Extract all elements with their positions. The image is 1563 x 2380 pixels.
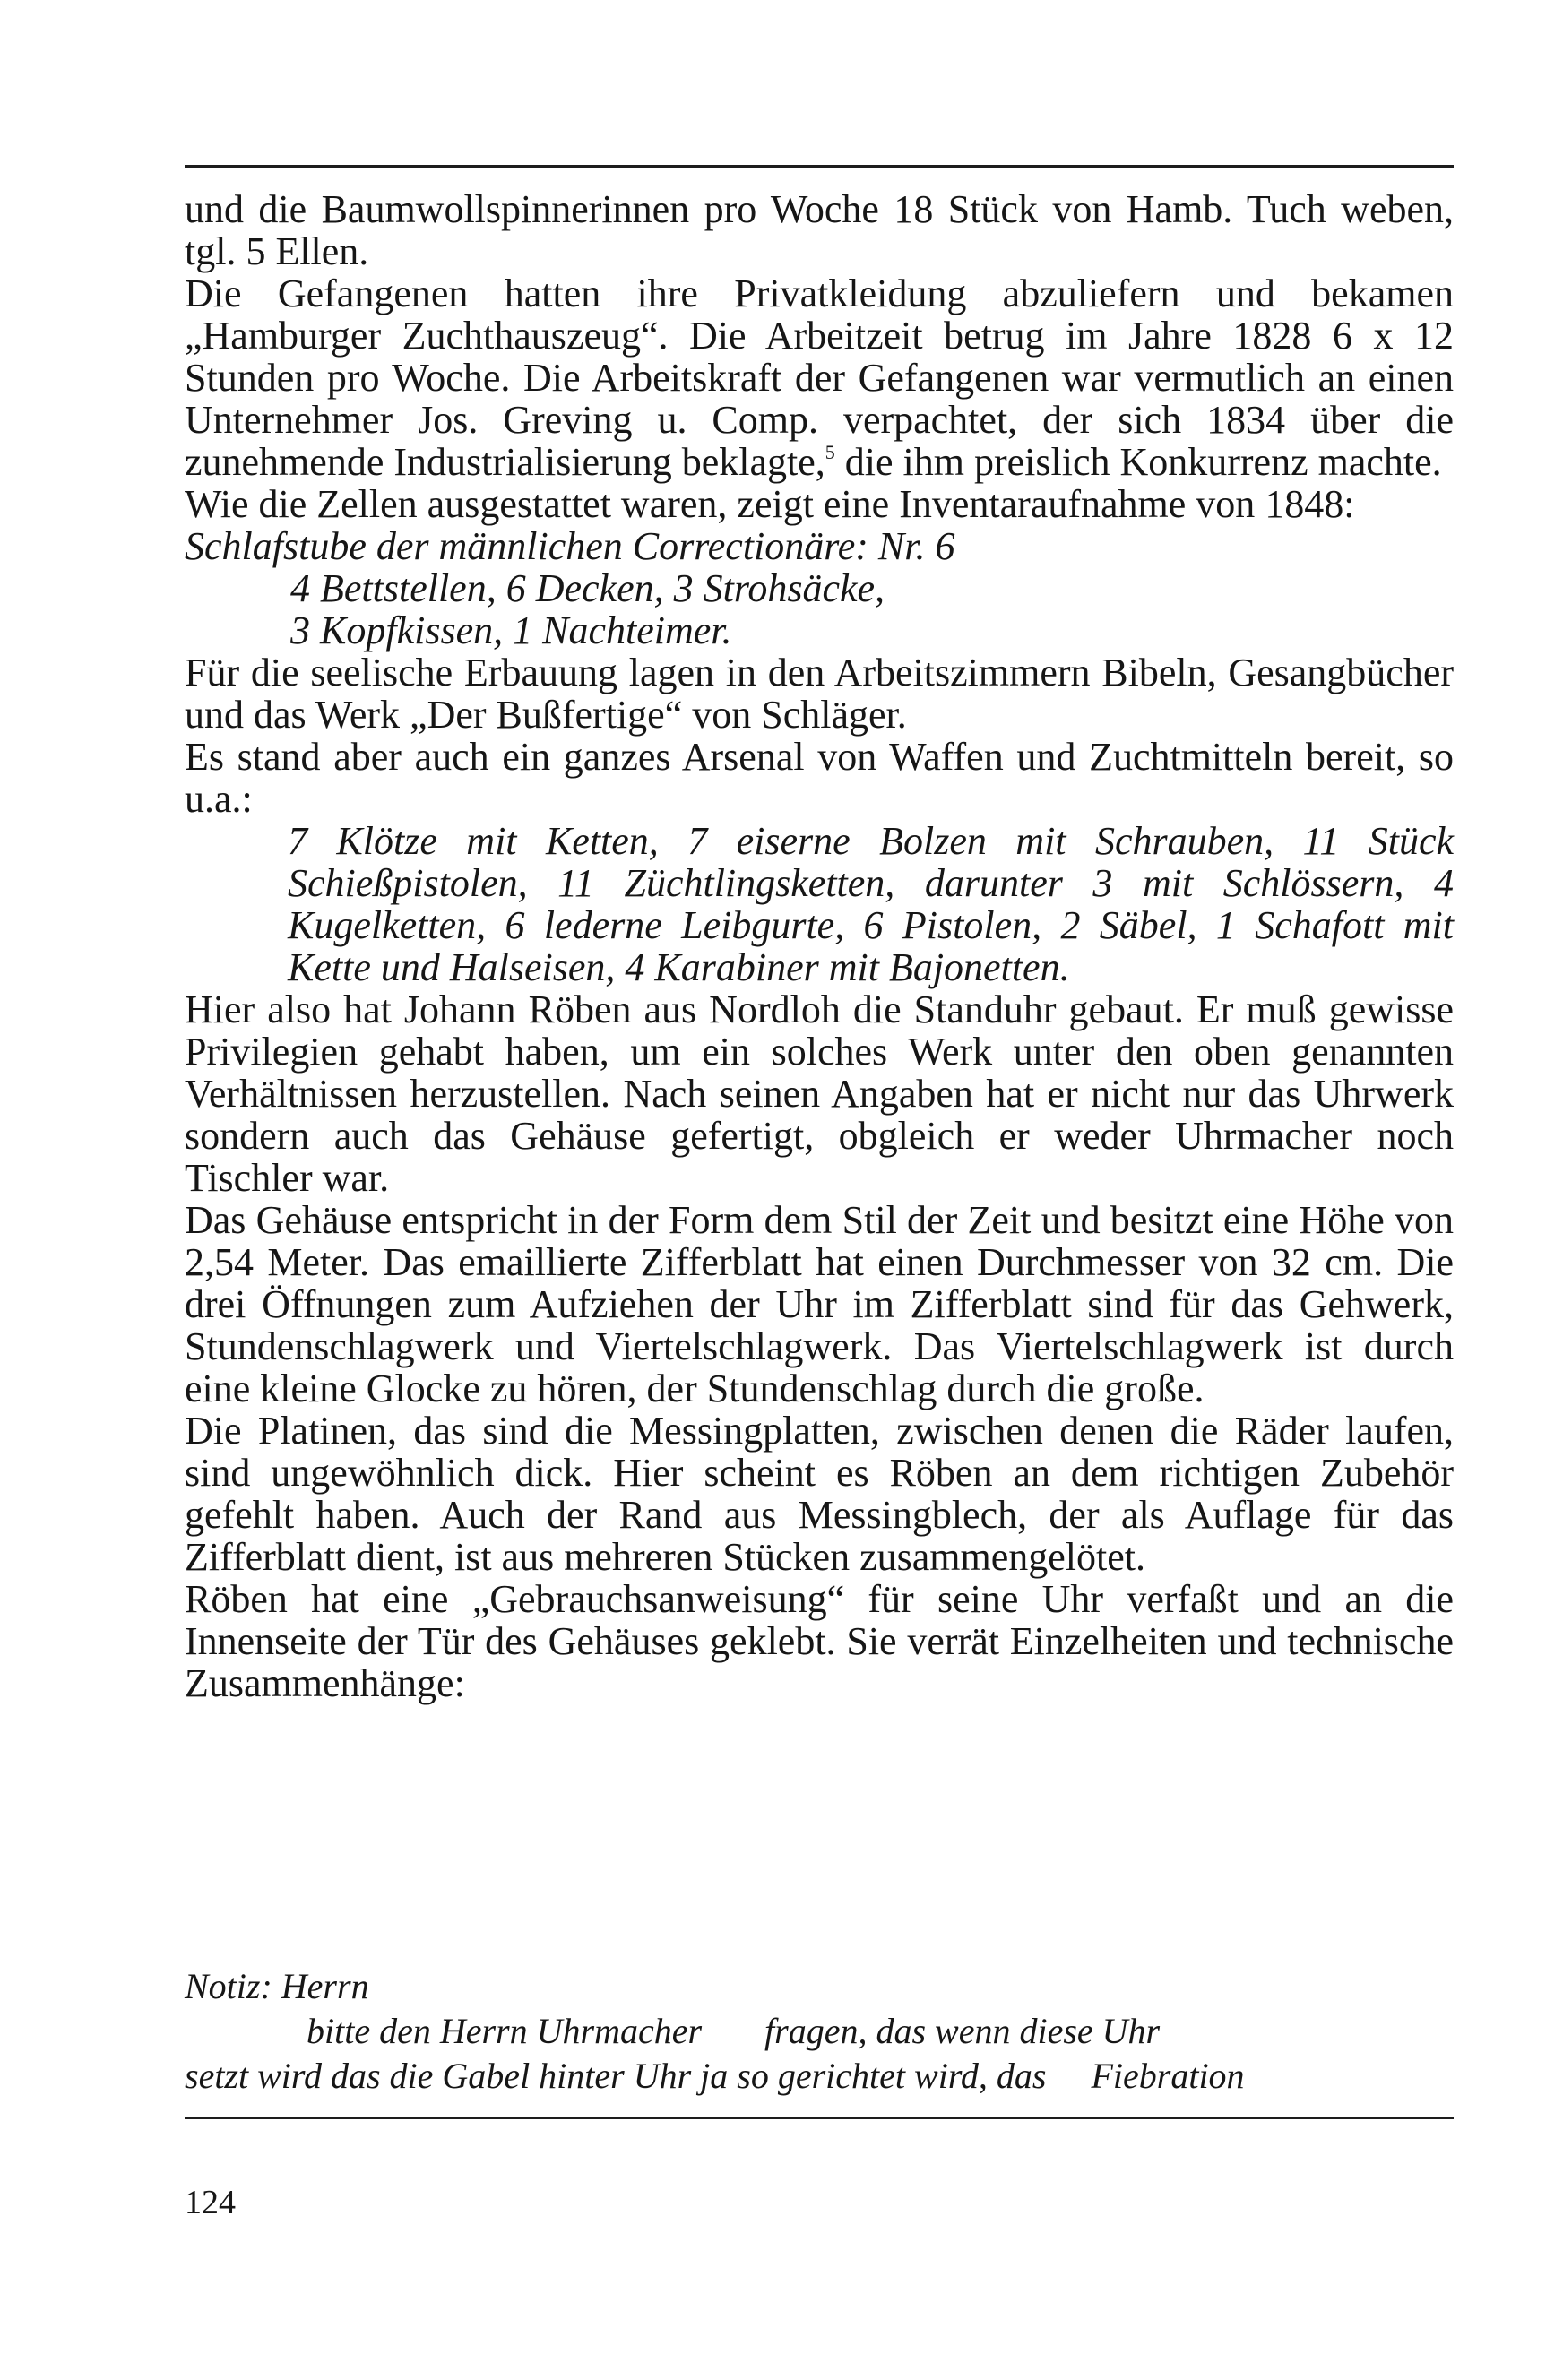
paragraph: Wie die Zellen ausgestattet waren, zeigt eine Inventaraufnahme von 1848: [185, 482, 1355, 526]
body-text [185, 188, 1454, 1704]
paragraph: Für die seelische Erbauung lagen in den Arbeitszimmern Bibeln, Gesangbücher und das Werk „Der Bußfertige“ von Schläger. [185, 651, 1454, 737]
paragraph-text-cont: die ihm preislich Konkurrenz machte. [844, 440, 1442, 484]
paragraph: Röben hat eine „Gebrauchsanweisung“ für seine Uhr verfaßt und an die Innenseite der Tür des Gehäuses geklebt. Sie verrät Einzelheiten und technische Zusammenhänge: [185, 1577, 1454, 1705]
footnote-mark: 5 [825, 441, 835, 463]
paragraph [185, 272, 1454, 483]
inventory-item: 4 Bettstellen, 6 Decken, 3 Strohsäcke, [290, 566, 885, 610]
top-rule [185, 165, 1454, 168]
note-line: setzt wird das die Gabel hinter Uhr ja so gerichtet wird, das Fiebration [185, 2056, 1245, 2096]
paragraph: Die Platinen, das sind die Messingplatten, zwischen denen die Räder laufen, sind ungewöhnlich dick. Hier scheint es Röben an dem richtigen Zubehör gefehlt haben. Auch der Rand aus Messingblech, der als Auflage für das Zifferblatt dient, ist aus mehreren Stücken zusammengelötet. [185, 1409, 1454, 1579]
arsenal-list: 7 Klötze mit Ketten, 7 eiserne Bolzen mit Schrauben, 11 Stück Schießpistolen, 11 Züchtlingsketten, darunter 3 mit Schlössern, 4 Kugelketten, 6 lederne Leibgurte, 6 Pistolen, 2 Säbel, 1 Schafott mit Kette und Halseisen, 4 Karabiner mit Bajonetten. [288, 819, 1454, 989]
paragraph: Das Gehäuse entspricht in der Form dem Stil der Zeit und besitzt eine Höhe von 2,54 Meter. Das emaillierte Zifferblatt hat einen Durchmesser von 32 cm. Die drei Öffnungen zum Aufziehen der Uhr im Zifferblatt sind für das Gehwerk, Stundenschlagwerk und Viertelschlagwerk. Das Viertelschlagwerk ist durch eine kleine Glocke zu hören, der Stundenschlag durch die große. [185, 1198, 1454, 1410]
handwritten-note-transcription [185, 1964, 1454, 2099]
paragraph: und die Baumwollspinnerinnen pro Woche 18 Stück von Hamb. Tuch weben, tgl. 5 Ellen. [185, 187, 1454, 273]
inventory-item: 3 Kopfkissen, 1 Nachteimer. [290, 608, 732, 652]
page-number: 124 [185, 2184, 236, 2221]
note-line: Notiz: Herrn [185, 1966, 369, 2006]
paragraph: Hier also hat Johann Röben aus Nordloh die Standuhr gebaut. Er muß gewisse Privilegien gehabt haben, um ein solches Werk unter den oben genannten Verhältnissen herzustellen. Nach seinen Angaben hat er nicht nur das Uhrwerk sondern auch das Gehäuse gefertigt, obgleich er weder Uhrmacher noch Tischler war. [185, 987, 1454, 1200]
paragraph-text: Die Gefangenen hatten ihre Privatkleidung abzuliefern und bekamen „Hamburger Zuchthauszeug“. Die Arbeitzeit betrug im Jahre 1828 6 x 12 Stunden pro Woche. Die Arbeitskraft der Gefangenen war vermutlich an einen Unternehmer Jos. Greving u. Comp. verpachtet, der sich 1834 über die zunehmende Industrialisierung beklagte, [185, 272, 1454, 484]
paragraph: Es stand aber auch ein ganzes Arsenal von Waffen und Zuchtmitteln bereit, so u.a.: [185, 735, 1454, 821]
bottom-rule [185, 2117, 1454, 2119]
inventory-heading: Schlafstube der männlichen Correctionäre: Nr. 6 [185, 524, 955, 568]
note-line: bitte den Herrn Uhrmacher fragen, das wenn diese Uhr [307, 2011, 1161, 2051]
